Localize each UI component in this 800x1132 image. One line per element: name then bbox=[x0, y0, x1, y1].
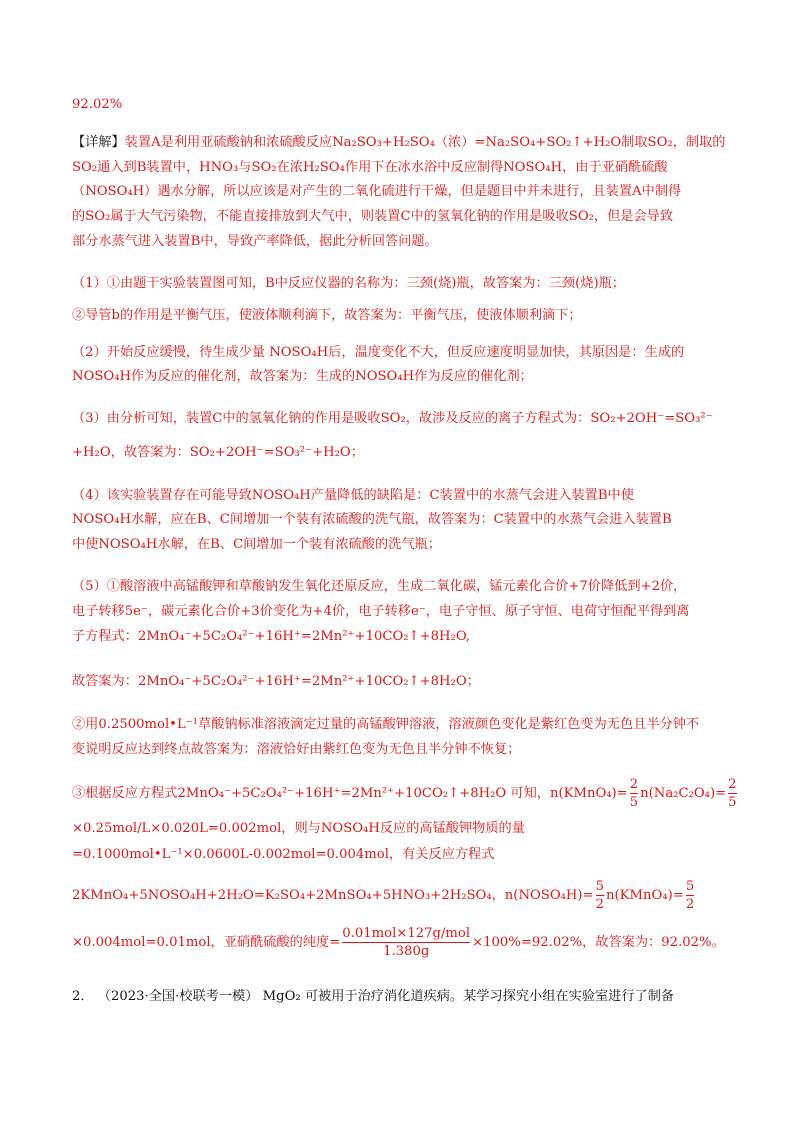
fraction-denominator: 2 bbox=[685, 897, 695, 912]
q5-text: ×0.004mol=0.01mol，亚硝酰硫酸的纯度= bbox=[72, 935, 341, 950]
q2-line-1: （2）开始反应缓慢，待生成少量 NOSO₄H后，温度变化不大，但反应速度明显加快，其原因是：生成的 bbox=[72, 345, 685, 360]
fraction bbox=[630, 776, 638, 811]
question-text: 可被用于治疗消化道疾病。某学习探究小组在实验室进行了制备 bbox=[304, 989, 675, 1004]
q2-line-2: NOSO₄H作为反应的催化剂，故答案为：生成的NOSO₄H作为反应的催化剂； bbox=[72, 369, 533, 384]
q5-text: n(Na₂C₂O₄)= bbox=[640, 786, 727, 801]
q5-p6 bbox=[72, 878, 734, 913]
q5-text: 子方程式： bbox=[72, 629, 138, 644]
q5-text: ×100%=92.02%，故答案为：92.02%。 bbox=[472, 935, 725, 950]
fraction-denominator: 2 bbox=[595, 897, 605, 912]
q4-line-1: （4）该实验装置存在可能导致NOSO₄H产量降低的缺陷是：C装置中的水蒸气会进入装置B中使 bbox=[72, 488, 634, 503]
q5-text: n(KMnO₄)= bbox=[606, 888, 684, 903]
fraction bbox=[686, 878, 694, 913]
answer-label: 故答案为： bbox=[72, 674, 138, 689]
q3-line-2 bbox=[72, 444, 734, 462]
q1-part-b: ②导管b的作用是平衡气压，使液体顺利滴下，故答案为：平衡气压，使液体顺利滴下； bbox=[72, 308, 582, 323]
q4-line-2: NOSO₄H水解，应在B、C间增加一个装有浓硫酸的洗气瓶，故答案为：C装置中的水蒸气会进入装置B bbox=[72, 512, 672, 527]
fraction-numerator: 0.01mol×127g/mol bbox=[342, 926, 471, 941]
q3-text: +H₂O，故答案为：SO₂+2OH⁻= bbox=[72, 445, 275, 460]
q5-p2-line-2: 变说明反应达到终点故答案为：溶液恰好由紫红色变为无色且半分钟不恢复； bbox=[72, 742, 521, 757]
fraction-numerator: 2 bbox=[629, 777, 639, 792]
fraction-denominator: 1.380g bbox=[383, 944, 430, 959]
q3-line-1 bbox=[72, 410, 734, 428]
fraction-denominator: 5 bbox=[728, 795, 737, 810]
sulfite-ion: SO₃²⁻ bbox=[274, 445, 313, 460]
next-question bbox=[72, 988, 734, 1006]
q5-p2-line-1: ②用0.2500mol•L⁻¹草酸钠标准溶液滴定过量的高锰酸钾溶液，溶液颜色变化是紫红色变为无色且半分钟不 bbox=[72, 717, 700, 732]
ionic-equation: 2MnO₄⁻+5C₂O₄²⁻+16H⁺=2Mn²⁺+10CO₂↑+8H₂O； bbox=[137, 674, 480, 689]
question-source: （2023·全国·校联考一模） bbox=[97, 989, 259, 1004]
q5-line-2: 电子转移5e⁻，碳元素化合价+3价变化为+4价，电子转移e⁻，电子守恒、原子守恒、电荷守恒配平得到离 bbox=[72, 604, 690, 619]
detail-tag: 【详解】 bbox=[72, 135, 125, 150]
detail-line-1 bbox=[72, 134, 734, 152]
q5-text: 可知，n(KMnO₄)= bbox=[506, 786, 628, 801]
answer-percentage: 92.02% bbox=[72, 97, 123, 112]
q3-text: （3）由分析可知，装置C中的氢氧化钠的作用是吸收SO₂，故涉及反应的离子方程式为：SO₂+2OH⁻= bbox=[72, 411, 676, 426]
detail-line-2: SO₂通入到B装置中，HNO₃与SO₂在浓H₂SO₄作用下在冰水浴中反应制得NOSO₄H，由于亚硝酰硫酸 bbox=[72, 160, 668, 175]
q5-p5: =0.1000mol•L⁻¹×0.0600L-0.002mol=0.004mol，有关反应方程式 bbox=[72, 847, 495, 862]
fraction bbox=[596, 878, 604, 913]
q5-line-3 bbox=[72, 628, 734, 646]
ionic-equation: 2MnO₄⁻+5C₂O₄²⁻+16H⁺=2Mn²⁺+10CO₂↑+8H₂O, bbox=[137, 629, 471, 644]
q5-text: 2KMnO₄+5NOSO₄H+2H₂O=K₂SO₄+2MnSO₄+5HNO₃+2H₂SO₄，n(NOSO₄H)= bbox=[72, 888, 594, 903]
q4-line-3: 中使NOSO₄H水解，在B、C间增加一个装有浓硫酸的洗气瓶； bbox=[72, 537, 441, 552]
q5-p4: ×0.25mol/L×0.020L=0.002mol，则与NOSO₄H反应的高锰酸钾物质的量 bbox=[72, 821, 525, 836]
q1-part-a: （1）①由题干实验装置图可知，B中反应仪器的名称为：三颈(烧)瓶，故答案为：三颈(烧)瓶； bbox=[72, 276, 625, 291]
detail-line-5: 部分水蒸气进入装置B中，导致产率降低，据此分析回答问题。 bbox=[72, 234, 438, 249]
detail-line-4: 的SO₂属于大气污染物，不能直接排放到大气中，则装置C中的氢氧化钠的作用是吸收SO₂，但是会导致 bbox=[72, 209, 674, 224]
fraction-numerator: 5 bbox=[685, 879, 695, 894]
detail-text: 装置A是利用亚硫酸钠和浓硫酸反应Na₂SO₃+H₂SO₄（浓）=Na₂SO₄+SO₂↑+H₂O制取SO₂，制取的 bbox=[124, 135, 726, 150]
fraction-numerator: 2 bbox=[728, 777, 737, 792]
fraction-denominator: 5 bbox=[629, 795, 639, 810]
ionic-equation: 2MnO₄⁻+5C₂O₄²⁻+16H⁺=2Mn²⁺+10CO₂↑+8H₂O bbox=[177, 786, 507, 801]
q5-text: ③根据反应方程式 bbox=[72, 786, 178, 801]
fraction-numerator: 5 bbox=[595, 879, 605, 894]
sulfite-ion: SO₃²⁻ bbox=[675, 411, 713, 426]
q5-p7 bbox=[72, 925, 734, 960]
q5-line-1: （5）①酸溶液中高锰酸钾和草酸钠发生氧化还原反应，生成二氧化碳，锰元素化合价+7价降低到+2价， bbox=[72, 579, 687, 594]
fraction bbox=[728, 776, 736, 811]
detail-line-3: （NOSO₄H）遇水分解，所以应该是对产生的二氧化硫进行干燥，但是题目中并未进行，且装置A中制得 bbox=[72, 184, 682, 199]
q5-p3-line-1 bbox=[72, 776, 737, 811]
question-formula: MgO₂ bbox=[262, 989, 301, 1004]
q5-answer-line bbox=[72, 673, 734, 691]
question-number: 2． bbox=[72, 989, 94, 1004]
q3-text: +H₂O； bbox=[312, 445, 364, 460]
purity-fraction bbox=[342, 925, 470, 960]
